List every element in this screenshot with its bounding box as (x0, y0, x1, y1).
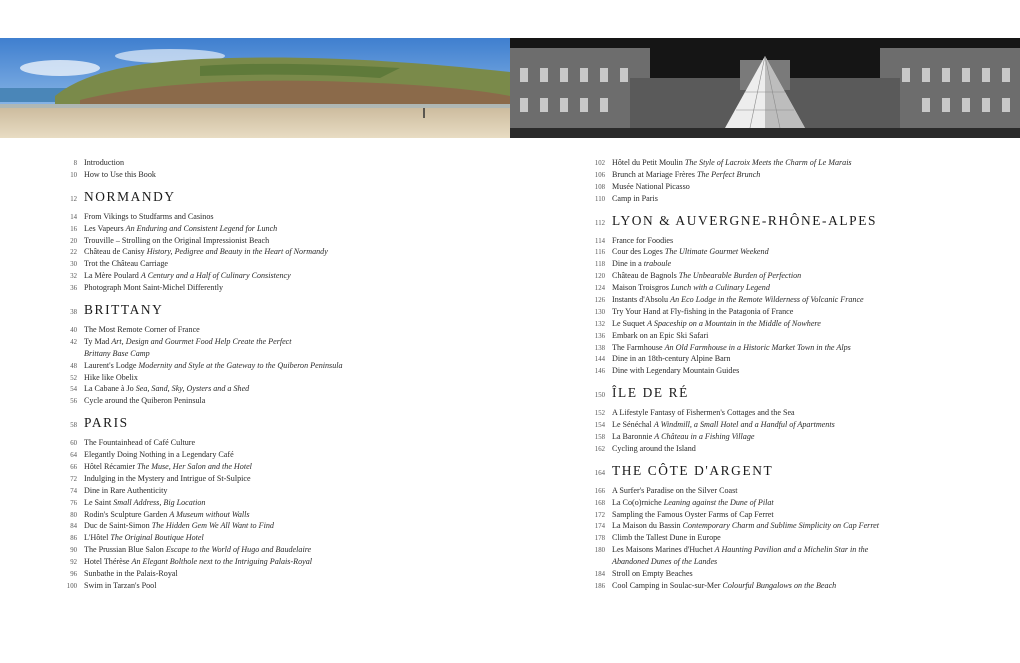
toc-entry[interactable]: 154 Le Sénéchal A Windmill, a Small Hotel and a Handful of Apartments (594, 420, 835, 430)
toc-entry[interactable]: 56 Cycle around the Quiberon Peninsula (70, 396, 206, 406)
toc-entry[interactable]: 36 Photograph Mont Saint-Michel Differently (70, 283, 223, 293)
toc-entry[interactable]: 110 Camp in Paris (595, 193, 658, 203)
beach-photo-icon (0, 38, 510, 138)
toc-entry[interactable]: 116 Cour des Loges The Ultimate Gourmet Weekend (595, 247, 769, 257)
section-heading-lyon[interactable]: 112 LYON & AUVERGNE-RHÔNE-ALPES (595, 212, 878, 228)
toc-entry-continuation[interactable]: Abandoned Dunes of the Landes (612, 557, 718, 567)
toc-entry[interactable]: 106 Brunch at Mariage Frères The Perfect Brunch (594, 169, 761, 179)
toc-entry[interactable]: 172 Sampling the Famous Oyster Farms of Cap Ferret (594, 509, 774, 519)
toc-entry[interactable]: 100 Swim in Tarzan's Pool (66, 580, 157, 590)
toc-entry[interactable]: 174 La Maison du Bassin Contemporary Charm and Sublime Simplicity on Cap Ferret (594, 521, 880, 531)
section-heading-ile-de-re[interactable]: 150 ÎLE DE RÉ (594, 385, 689, 401)
toc-entry[interactable]: 180 Les Maisons Marines d'Huchet A Haunting Pavilion and a Michelin Star in the (594, 545, 869, 555)
section-heading-brittany[interactable]: 38 BRITTANY (70, 302, 164, 318)
section-heading-paris[interactable]: 58 PARIS (70, 415, 129, 431)
toc-entry[interactable]: 126 Instants d'Absolu An Eco Lodge in the Remote Wilderness of Volcanic France (594, 295, 864, 305)
toc-entry[interactable]: 48 Laurent's Lodge Modernity and Style at the Gateway to the Quiberon Peninsula (70, 360, 343, 370)
toc-entry[interactable]: 76 Le Saint Small Address, Big Location (70, 497, 206, 507)
toc-entry[interactable]: 32 La Mère Poulard A Century and a Half of Culinary Consistency (70, 271, 291, 281)
toc-entry[interactable]: 186 Cool Camping in Soulac-sur-Mer Colourful Bungalows on the Beach (594, 580, 837, 590)
toc-entry[interactable]: 168 La Co(o)rniche Leaning against the Dune of Pilat (594, 497, 774, 507)
beach-photo (0, 38, 510, 138)
toc-entry[interactable]: 130 Try Your Hand at Fly-fishing in the Patagonia of France (594, 306, 794, 316)
toc-entry[interactable]: 120 Château de Bagnols The Unbearable Burden of Perfection (594, 271, 802, 281)
toc-left-column (58, 157, 508, 592)
toc-entry[interactable]: 162 Cycling around the Island (594, 443, 696, 453)
toc-entry[interactable]: 72 Indulging in the Mystery and Intrigue of St-Sulpice (70, 473, 251, 483)
toc-entry[interactable]: 166 A Surfer's Paradise on the Silver Coast (594, 485, 738, 495)
toc-entry[interactable]: 40 The Most Remote Corner of France (70, 325, 200, 335)
toc-right-column (586, 157, 1006, 592)
toc-entry[interactable]: 86 L'Hôtel The Original Boutique Hotel (70, 533, 204, 543)
toc-entry[interactable]: 16 Les Vapeurs An Enduring and Consistent Legend for Lunch (70, 223, 278, 233)
section-heading-cote-d-argent[interactable]: 164 THE CÔTE D'ARGENT (594, 462, 774, 478)
toc-entry[interactable]: 74 Dine in Rare Authenticity (70, 485, 168, 495)
toc-entry[interactable]: 152 A Lifestyle Fantasy of Fishermen's Cottages and the Sea (594, 408, 795, 418)
toc-entry[interactable]: 42 Ty Mad Art, Design and Gourmet Food Help Create the Perfect (70, 336, 292, 346)
toc-entry[interactable]: 52 Hike like Obelix (70, 372, 138, 382)
toc-entry[interactable]: 178 Climb the Tallest Dune in Europe (594, 533, 721, 543)
toc-entry[interactable]: 8 Introduction (73, 158, 125, 167)
toc-entry[interactable]: 114 France for Foodies (595, 235, 674, 245)
toc-entry[interactable]: 102 Hôtel du Petit Moulin The Style of Lacroix Meets the Charm of Le Marais (594, 158, 852, 167)
toc-entry[interactable]: 132 Le Suquet A Spaceship on a Mountain in the Middle of Nowhere (594, 318, 821, 328)
toc-entry[interactable]: 108 Musée National Picasso (594, 181, 690, 191)
toc-entry[interactable]: 22 Château de Canisy History, Pedigree and Beauty in the Heart of Normandy (70, 247, 328, 257)
toc-entry[interactable]: 184 Stroll on Empty Beaches (594, 569, 693, 579)
toc-entry[interactable]: 136 Embark on an Epic Ski Safari (594, 330, 709, 340)
toc-entry[interactable]: 30 Trot the Château Carriage (70, 259, 168, 269)
toc-entry-continuation[interactable]: Brittany Base Camp (84, 348, 150, 358)
louvre-pyramid-photo (510, 38, 1020, 138)
toc-entry[interactable]: 138 The Farmhouse An Old Farmhouse in a Historic Market Town in the Alps (594, 342, 851, 352)
toc-entry[interactable]: 118 Dine in a traboule (595, 259, 672, 269)
toc-entry[interactable]: 146 Dine with Legendary Mountain Guides (594, 366, 740, 376)
toc-entry[interactable]: 66 Hôtel Récamier The Muse, Her Salon and the Hotel (70, 462, 252, 472)
toc-entry[interactable]: 92 Hotel Thérèse An Elegant Bolthole next to the Intriguing Palais-Royal (70, 557, 313, 567)
toc-entry[interactable]: 90 The Prussian Blue Salon Escape to the World of Hugo and Baudelaire (70, 545, 312, 555)
toc-entry[interactable]: 10 How to Use this Book (70, 169, 156, 179)
toc-entry[interactable]: 64 Elegantly Doing Nothing in a Legendary Café (70, 450, 234, 460)
toc-entry[interactable]: 158 La Baronnie A Château in a Fishing Village (594, 432, 755, 442)
louvre-pyramid-photo-icon (510, 38, 1020, 138)
toc-entry[interactable]: 144 Dine in an 18th-century Alpine Barn (594, 354, 731, 364)
toc-entry[interactable]: 96 Sunbathe in the Palais-Royal (70, 569, 178, 579)
toc-entry[interactable]: 60 The Fountainhead of Café Culture (70, 438, 196, 448)
toc-entry[interactable]: 54 La Cabane à Jo Sea, Sand, Sky, Oysters and a Shed (70, 384, 250, 394)
toc-entry[interactable]: 84 Duc de Saint-Simon The Hidden Gem We All Want to Find (70, 521, 274, 531)
toc-entry[interactable]: 14 From Vikings to Studfarms and Casinos (70, 211, 214, 221)
toc-entry[interactable]: 20 Trouville – Strolling on the Original Impressionist Beach (70, 235, 270, 245)
toc-entry[interactable]: 80 Rodin's Sculpture Garden A Museum without Walls (70, 509, 250, 519)
section-heading-normandy[interactable]: 12 NORMANDY (70, 188, 176, 204)
toc-entry[interactable]: 124 Maison Troisgros Lunch with a Culinary Legend (594, 283, 770, 293)
